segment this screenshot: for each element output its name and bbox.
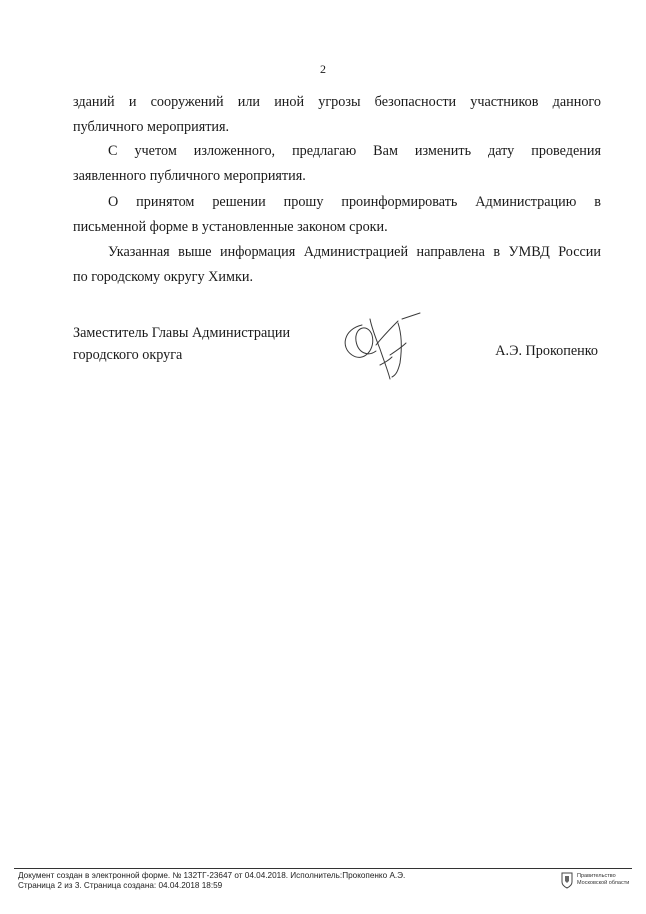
paragraph-2 — [73, 139, 601, 189]
paragraph-2-line-1: С учетом изложенного, предлагаю Вам изменить дату проведения — [108, 143, 601, 159]
paragraph-4-line-1: Указанная выше информация Администрацией направлена в УМВД России — [108, 244, 601, 260]
footer-org-line-1: Правительство — [577, 873, 616, 879]
paragraph-3 — [73, 190, 601, 240]
footer-divider — [14, 868, 632, 869]
paragraph-3-line-2: письменной форме в установленные законом сроки. — [73, 219, 388, 235]
footer-meta — [18, 871, 405, 891]
paragraph-3-line-1: О принятом решении прошу проинформировать Администрацию в — [108, 194, 601, 210]
signatory-title — [73, 322, 290, 366]
coat-of-arms-icon — [560, 871, 574, 889]
footer-org-line-2: Московской области — [577, 880, 630, 886]
footer-document-info: Документ создан в электронной форме. № 132ТГ-23647 от 04.04.2018. Исполнитель:Прокопенко А.Э. — [18, 871, 406, 880]
paragraph-1 — [73, 90, 601, 140]
handwritten-signature — [332, 305, 442, 385]
paragraph-1-line-1: зданий и сооружений или иной угрозы безопасности участников данного — [73, 94, 601, 110]
footer-organization — [577, 873, 629, 887]
signatory-title-line-2: городского округа — [73, 347, 183, 363]
page-number: 2 — [320, 62, 326, 76]
paragraph-1-line-2: публичного мероприятия. — [73, 119, 230, 135]
paragraph-4 — [73, 240, 601, 290]
paragraph-2-line-2: заявленного публичного мероприятия. — [73, 168, 306, 184]
paragraph-4-line-2: по городскому округу Химки. — [73, 269, 253, 285]
signatory-title-line-1: Заместитель Главы Администрации — [73, 325, 291, 341]
footer-page-info: Страница 2 из 3. Страница создана: 04.04.2018 18:59 — [18, 881, 223, 890]
signatory-name: А.Э. Прокопенко — [495, 343, 598, 359]
